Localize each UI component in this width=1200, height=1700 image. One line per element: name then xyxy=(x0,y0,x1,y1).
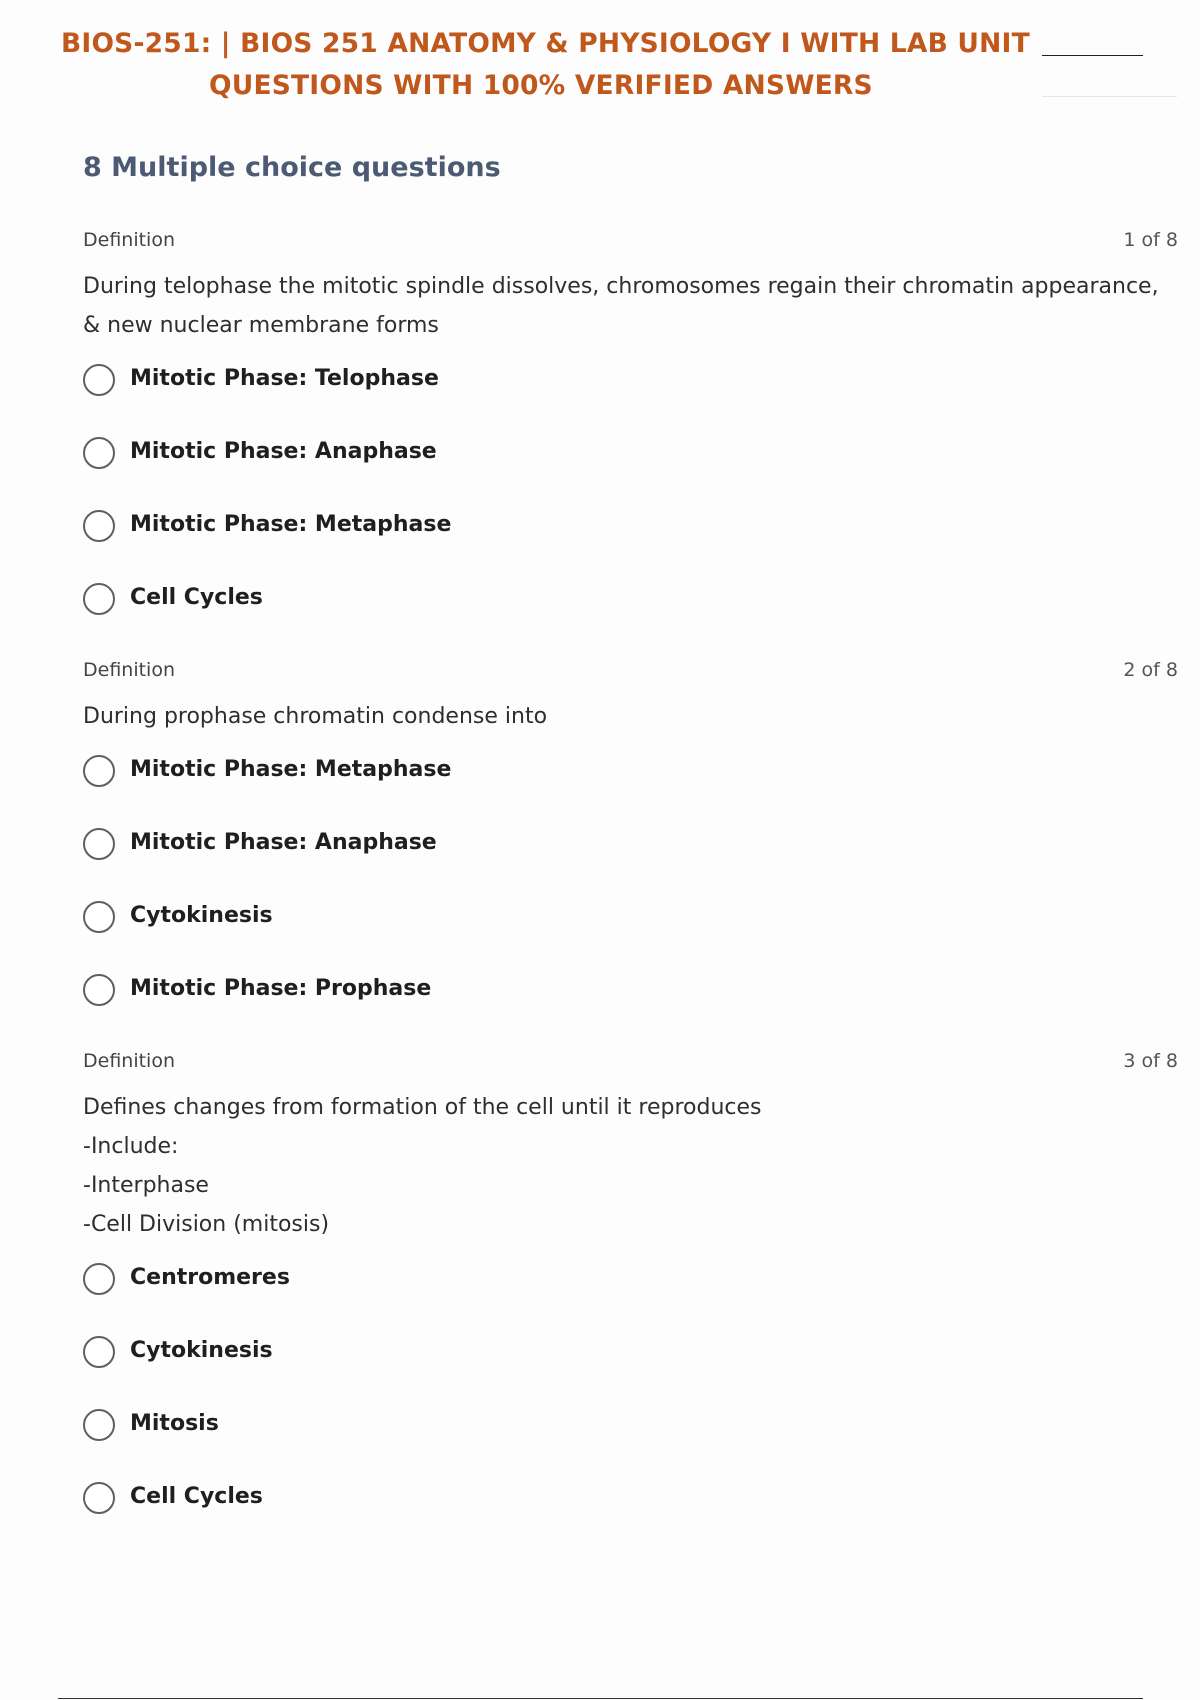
question-type-label: Definition xyxy=(83,229,176,251)
answer-option[interactable] xyxy=(83,583,1178,656)
question-meta xyxy=(83,229,1178,257)
question-prompt-line: -Cell Division (mitosis) xyxy=(83,1212,330,1237)
question-card xyxy=(83,1050,1178,1555)
answer-option-label: Cell Cycles xyxy=(130,585,263,610)
question-type-label: Definition xyxy=(83,1050,176,1072)
question-prompt-line: -Interphase xyxy=(83,1173,209,1198)
answer-option[interactable] xyxy=(83,828,1178,901)
radio-button[interactable] xyxy=(83,974,115,1006)
radio-button[interactable] xyxy=(83,1409,115,1441)
radio-button[interactable] xyxy=(83,1482,115,1514)
radio-button[interactable] xyxy=(83,755,115,787)
question-prompt-line: During prophase chromatin condense into xyxy=(83,704,548,729)
question-counter: 1 of 8 xyxy=(1123,229,1178,251)
radio-button[interactable] xyxy=(83,583,115,615)
answer-option[interactable] xyxy=(83,437,1178,510)
answer-option-label: Cell Cycles xyxy=(130,1484,263,1509)
question-card xyxy=(83,229,1178,656)
header-rule-faint xyxy=(1042,96,1177,97)
question-meta xyxy=(83,1050,1178,1078)
answer-option[interactable] xyxy=(83,755,1178,828)
answer-option-label: Mitotic Phase: Anaphase xyxy=(130,830,437,855)
radio-button[interactable] xyxy=(83,510,115,542)
question-prompt-line: & new nuclear membrane forms xyxy=(83,313,439,338)
answer-option[interactable] xyxy=(83,1263,1178,1336)
question-card xyxy=(83,659,1178,1047)
question-counter: 2 of 8 xyxy=(1123,659,1178,681)
answer-option-label: Mitotic Phase: Anaphase xyxy=(130,439,437,464)
answer-option[interactable] xyxy=(83,1336,1178,1409)
question-prompt-line: During telophase the mitotic spindle dissolves, chromosomes regain their chromatin appearance, xyxy=(83,274,1159,299)
document-title-line-2: QUESTIONS WITH 100% VERIFIED ANSWERS xyxy=(209,70,873,101)
question-meta xyxy=(83,659,1178,687)
answer-option-label: Centromeres xyxy=(130,1265,290,1290)
header-rule xyxy=(1042,55,1143,56)
answer-option-label: Cytokinesis xyxy=(130,1338,273,1363)
answer-option-label: Mitotic Phase: Metaphase xyxy=(130,512,452,537)
radio-button[interactable] xyxy=(83,1336,115,1368)
radio-button[interactable] xyxy=(83,901,115,933)
answer-option[interactable] xyxy=(83,1482,1178,1555)
question-counter: 3 of 8 xyxy=(1123,1050,1178,1072)
question-prompt-line: -Include: xyxy=(83,1134,179,1159)
answer-option[interactable] xyxy=(83,364,1178,437)
answer-option-label: Mitotic Phase: Telophase xyxy=(130,366,439,391)
answer-option[interactable] xyxy=(83,510,1178,583)
question-type-label: Definition xyxy=(83,659,176,681)
answer-option-label: Mitosis xyxy=(130,1411,219,1436)
radio-button[interactable] xyxy=(83,828,115,860)
answer-options xyxy=(83,755,1178,1047)
document-title-line-1: BIOS-251: | BIOS 251 ANATOMY & PHYSIOLOGY I WITH LAB UNIT xyxy=(61,28,1030,59)
answer-option-label: Cytokinesis xyxy=(130,903,273,928)
question-prompt xyxy=(83,697,1163,736)
answer-options xyxy=(83,364,1178,656)
answer-option[interactable] xyxy=(83,1409,1178,1482)
page-bottom-rule xyxy=(58,1698,1143,1699)
answer-option-label: Mitotic Phase: Prophase xyxy=(130,976,432,1001)
question-prompt xyxy=(83,267,1163,345)
radio-button[interactable] xyxy=(83,437,115,469)
answer-options xyxy=(83,1263,1178,1555)
answer-option[interactable] xyxy=(83,901,1178,974)
question-prompt xyxy=(83,1088,1163,1244)
radio-button[interactable] xyxy=(83,364,115,396)
radio-button[interactable] xyxy=(83,1263,115,1295)
section-heading: 8 Multiple choice questions xyxy=(83,152,501,183)
question-prompt-line: Defines changes from formation of the cell until it reproduces xyxy=(83,1095,762,1120)
answer-option[interactable] xyxy=(83,974,1178,1047)
answer-option-label: Mitotic Phase: Metaphase xyxy=(130,757,452,782)
